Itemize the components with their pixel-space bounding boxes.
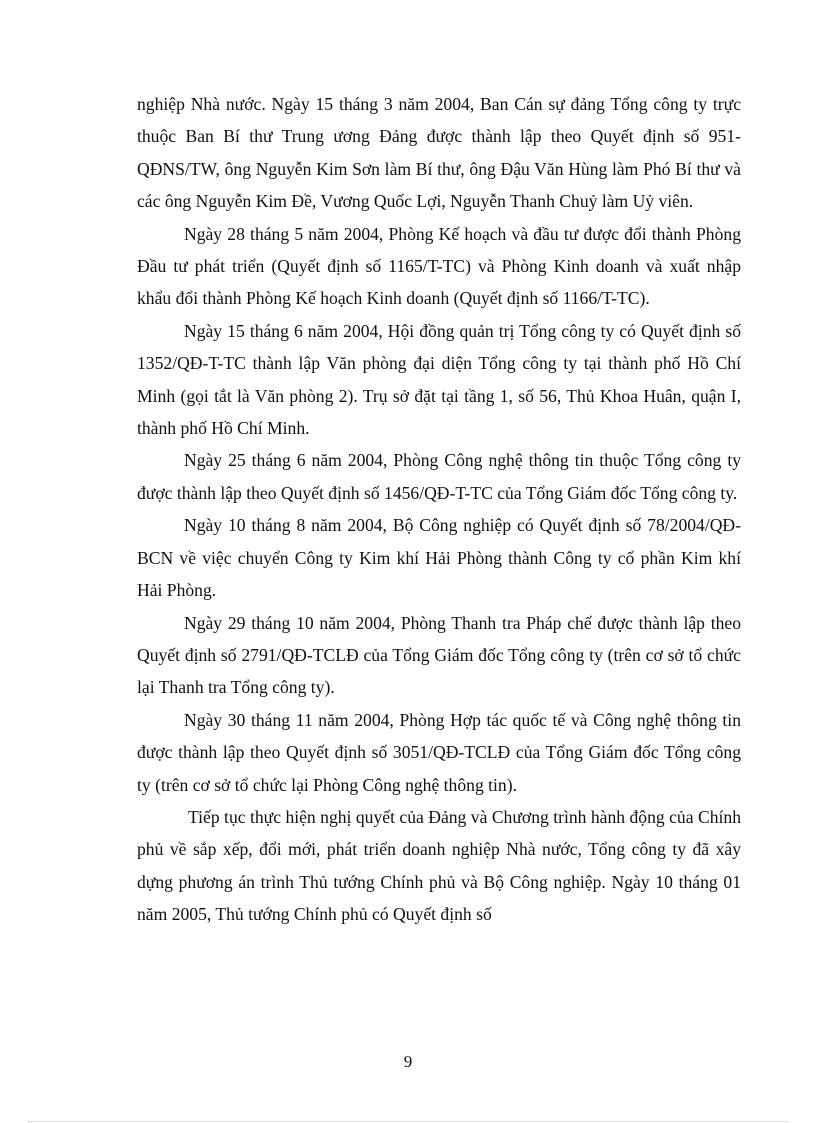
- paragraph: Ngày 28 tháng 5 năm 2004, Phòng Kế hoạch và đầu tư được đổi thành Phòng Đầu tư phát triển (Quyết định số 1165/T-TC) và Phòng Kinh doanh và xuất nhập khẩu đổi thành Phòng Kế hoạch Kinh doanh (Quyết định số 1166/T-TC).: [137, 223, 741, 309]
- document-body: [137, 88, 741, 931]
- page-bottom-divider: [28, 1121, 788, 1122]
- paragraph: Tiếp tục thực hiện nghị quyết của Đảng và Chương trình hành động của Chính phủ về sắp xếp, đổi mới, phát triển doanh nghiệp Nhà nước, Tổng công ty đã xây dựng phương án trình Thủ tướng Chính phủ và Bộ Công nghiệp. Ngày 10 tháng 01 năm 2005, Thủ tướng Chính phủ có Quyết định số: [137, 806, 741, 925]
- paragraph: Ngày 29 tháng 10 năm 2004, Phòng Thanh tra Pháp chế được thành lập theo Quyết định số 2791/QĐ-TCLĐ của Tổng Giám đốc Tổng công ty (trên cơ sở tổ chức lại Thanh tra Tổng công ty).: [137, 612, 741, 698]
- page-number: 9: [403, 1052, 413, 1071]
- paragraph: Ngày 15 tháng 6 năm 2004, Hội đồng quản trị Tổng công ty có Quyết định số 1352/QĐ-T-TC thành lập Văn phòng đại diện Tổng công ty tại thành phố Hồ Chí Minh (gọi tắt là Văn phòng 2). Trụ sở đặt tại tầng 1, số 56, Thủ Khoa Huân, quận I, thành phố Hồ Chí Minh.: [137, 320, 741, 439]
- paragraph: Ngày 30 tháng 11 năm 2004, Phòng Hợp tác quốc tế và Công nghệ thông tin được thành lập theo Quyết định số 3051/QĐ-TCLĐ của Tổng Giám đốc Tổng công ty (trên cơ sở tổ chức lại Phòng Công nghệ thông tin).: [137, 709, 741, 795]
- paragraph: Ngày 10 tháng 8 năm 2004, Bộ Công nghiệp có Quyết định số 78/2004/QĐ-BCN về việc chuyển Công ty Kim khí Hải Phòng thành Công ty cổ phần Kim khí Hải Phòng.: [137, 515, 741, 601]
- paragraph: Ngày 25 tháng 6 năm 2004, Phòng Công nghệ thông tin thuộc Tổng công ty được thành lập theo Quyết định số 1456/QĐ-T-TC của Tổng Giám đốc Tổng công ty.: [137, 450, 741, 503]
- paragraph-continuation: nghiệp Nhà nước. Ngày 15 tháng 3 năm 2004, Ban Cán sự đảng Tổng công ty trực thuộc Ban Bí thư Trung ương Đảng được thành lập theo Quyết định số 951-QĐNS/TW, ông Nguyễn Kim Sơn làm Bí thư, ông Đậu Văn Hùng làm Phó Bí thư và các ông Nguyễn Kim Đề, Vương Quốc Lợi, Nguyễn Thanh Chuỷ làm Uỷ viên.: [137, 94, 741, 212]
